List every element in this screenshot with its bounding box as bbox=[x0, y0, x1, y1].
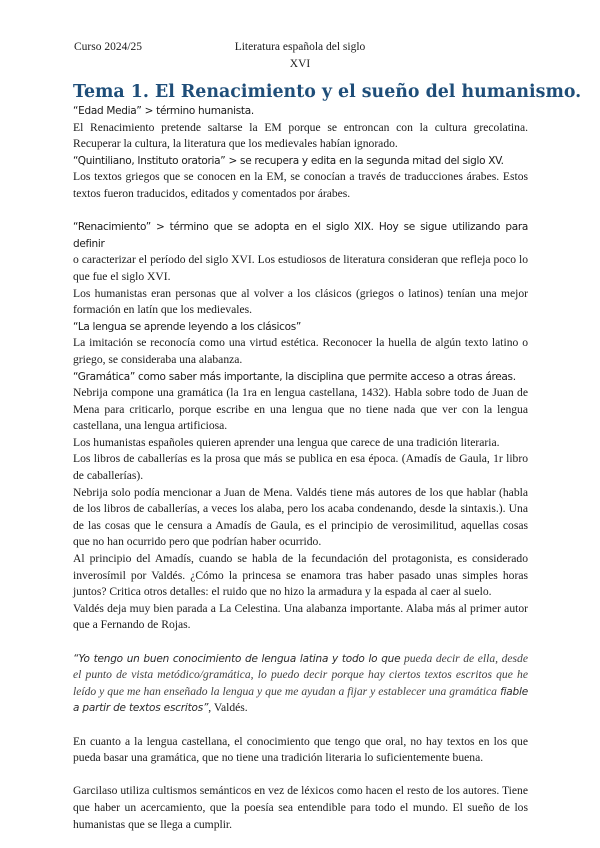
quote-line: “Renacimiento” > término que se adopta en el siglo XIX. Hoy se sigue utilizando para definir bbox=[73, 221, 528, 250]
spacer bbox=[73, 717, 528, 734]
spacer bbox=[73, 634, 528, 651]
document-body bbox=[73, 103, 528, 833]
paragraph: Nebrija solo podía mencionar a Juan de Mena. Valdés tiene más autores de los que hablar (habla de los libros de caballerías, a veces los alaba, pero los acaba condenando, desde la sintaxis.). Una de las cosas que le censura a Amadís de Gaula, es el principio de verosimilitud, aquellas cosas que no han ocurrido pero que podrían haber ocurrido. bbox=[73, 485, 528, 549]
paragraph: Nebrija compone una gramática (la 1ra en lengua castellana, 1432). Habla sobre todo de Juan de Mena para criticarlo, porque escribe en una lengua que no tiene nada que ver con la lengua castellana, una lengua artificiosa. bbox=[73, 386, 528, 433]
paragraph: Los libros de caballerías es la prosa que más se publica en esa época. (Amadís de Gaula, 1r libro de caballerías). bbox=[73, 452, 528, 483]
page-title: Tema 1. El Renacimiento y el sueño del humanismo. bbox=[73, 82, 582, 102]
paragraph: Los humanistas españoles quieren aprender una lengua que carece de una tradición literaria. bbox=[73, 435, 500, 449]
paragraph: Los textos griegos que se conocen en la EM, se conocían a través de traducciones árabes. Estos textos fueron traducidos, editados y comentados por árabes. bbox=[73, 170, 528, 200]
paragraph: El Renacimiento pretende saltarse la EM porque se entroncan con la cultura grecolatina. Recuperar la cultura, la literatura que los medievales habían ignorado. bbox=[73, 120, 528, 151]
quote-line: “Gramática” como saber más importante, la disciplina que permite acceso a otras áreas. bbox=[73, 370, 516, 383]
quote-line: “Quintiliano, Instituto oratoria” > se recupera y edita en la segunda mitad del siglo XV. bbox=[73, 154, 504, 167]
spacer bbox=[73, 767, 528, 784]
paragraph: La imitación se reconocía como una virtud estética. Reconocer la huella de algún texto latino o griego, se consideraba una alabanza. bbox=[73, 336, 528, 366]
citation-part1: “Yo tengo un buen conocimiento de lengua latina y todo lo que bbox=[73, 652, 401, 665]
paragraph: En cuanto a la lengua castellana, el conocimiento que tengo que oral, no hay textos en los que pueda basar una gramática, que no tiene una tradición literaria lo suficientemente buena. bbox=[73, 734, 528, 765]
header-course: Curso 2024/25 bbox=[74, 41, 143, 53]
paragraph: o caracterizar el período del siglo XVI. Los estudiosos de literatura consideran que refleja poco lo que fue el siglo XVI. bbox=[73, 253, 528, 283]
citation-part2: pueda decir de ella, desde el punto de vista metódico/gramática, lo puedo decir porque hay ciertos textos escritos que he leído y que me han enseñado la lengua y que me ayudan a fijar y establecer una gramática bbox=[73, 651, 528, 698]
header-subject bbox=[230, 39, 370, 72]
quote-line: “La lengua se aprende leyendo a los clásicos” bbox=[73, 320, 302, 333]
citation-part3: fiable a partir de textos escritos” bbox=[73, 685, 528, 715]
citation-block bbox=[73, 651, 528, 717]
paragraph: Los humanistas eran personas que al volver a los clásicos (griegos o latinos) tenían una mejor formación en latín que los medievales. bbox=[73, 286, 528, 317]
paragraph: Al principio del Amadís, cuando se habla de la fecundación del protagonista, es considerado inverosímil por Valdés. ¿Cómo la princesa se enamora tras haber pasado unas simples horas juntos? Critica otros detalles: el ruido que no hizo la armadura y la espada al caer al suelo. bbox=[73, 552, 528, 599]
spacer bbox=[73, 203, 528, 220]
citation-author: , Valdés. bbox=[208, 701, 248, 715]
header-subject-line1: Literatura española del siglo bbox=[234, 41, 366, 53]
paragraph: Valdés deja muy bien parada a La Celestina. Una alabanza importante. Alaba más al primer autor que a Fernando de Rojas. bbox=[73, 601, 528, 632]
header-subject-line2: XVI bbox=[289, 57, 311, 70]
quote-line: “Edad Media” > término humanista. bbox=[73, 105, 254, 117]
paragraph: Garcilaso utiliza cultismos semánticos en vez de léxicos como hacen el resto de los autores. Tiene que haber un acercamiento, que la poesía sea entendible para todo el mundo. El sueño de los humanistas que se llega a cumplir. bbox=[73, 784, 528, 831]
